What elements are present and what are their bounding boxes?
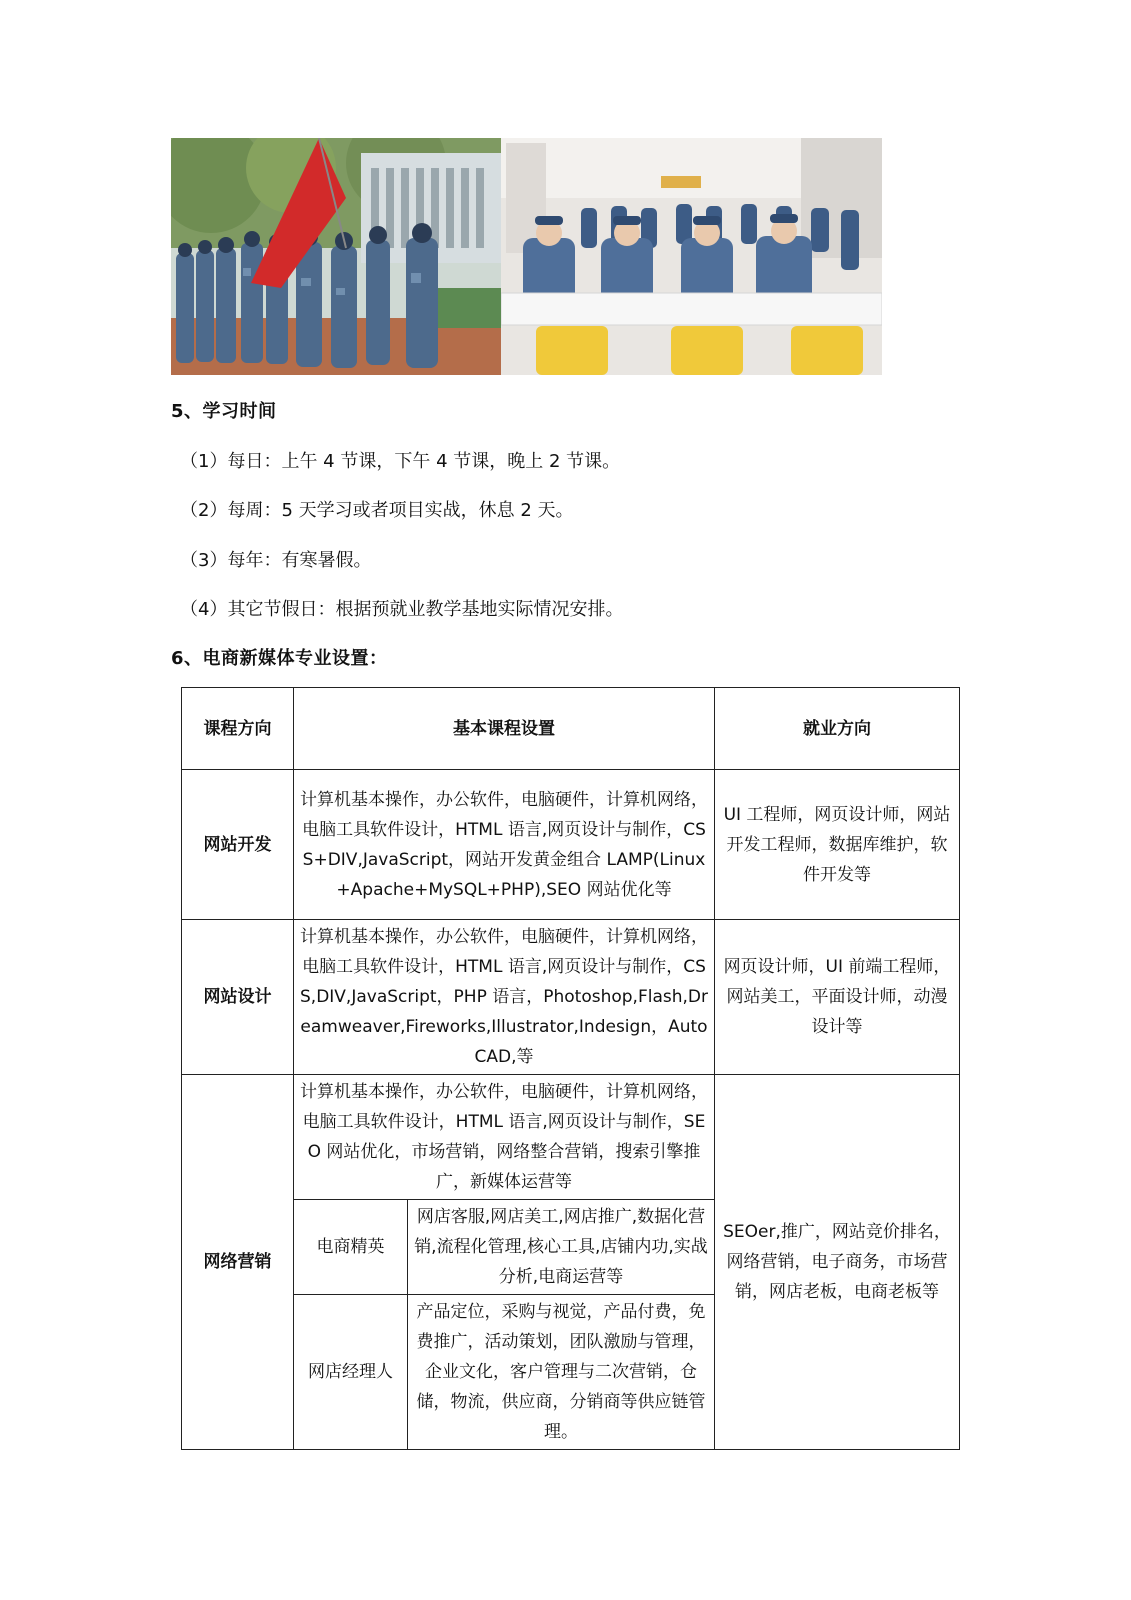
row-jobs: SEOer,推广，网站竞价排名，网络营销，电子商务，市场营销，网店老板，电商老板等	[715, 1075, 960, 1450]
section-6-title: 6、电商新媒体专业设置：	[171, 648, 388, 669]
row-direction: 网站开发	[182, 770, 294, 920]
row-direction: 网络营销	[182, 1075, 294, 1450]
table-header-row	[182, 688, 960, 770]
row-courses: 计算机基本操作，办公软件，电脑硬件，计算机网络，电脑工具软件设计，HTML 语言,网页设计与制作，SEO 网站优化，市场营销，网络整合营销，搜索引擎推广，新媒体运营等	[294, 1075, 715, 1200]
subdirection-name: 网店经理人	[294, 1295, 408, 1450]
subdirection-name: 电商精英	[294, 1200, 408, 1295]
section-5-title: 5、学习时间	[171, 401, 277, 422]
row-courses: 计算机基本操作，办公软件，电脑硬件，计算机网络，电脑工具软件设计，HTML 语言,网页设计与制作，CSS+DIV,JavaScript，网站开发黄金组合 LAMP(Linux+Apache+MySQL+PHP),SEO 网站优化等	[294, 770, 715, 920]
row-jobs: 网页设计师，UI 前端工程师，网站美工，平面设计师，动漫设计等	[715, 920, 960, 1075]
table-row	[182, 920, 960, 1075]
header-courses: 基本课程设置	[294, 688, 715, 770]
row-jobs: UI 工程师，网页设计师，网站开发工程师，数据库维护，软件开发等	[715, 770, 960, 920]
header-jobs: 就业方向	[715, 688, 960, 770]
schedule-holidays: （4）其它节假日：根据预就业教学基地实际情况安排。	[180, 599, 624, 620]
table-row	[182, 1075, 960, 1200]
schedule-weekly: （2）每周：5 天学习或者项目实战，休息 2 天。	[180, 500, 574, 521]
subdirection-courses: 网店客服,网店美工,网店推广,数据化营销,流程化管理,核心工具,店铺内功,实战分析,电商运营等	[408, 1200, 715, 1295]
subdirection-courses: 产品定位，采购与视觉，产品付费，免费推广，活动策划，团队激励与管理，企业文化，客户管理与二次营销，仓储，物流，供应商，分销商等供应链管理。	[408, 1295, 715, 1450]
schedule-daily: （1）每日：上午 4 节课，下午 4 节课，晚上 2 节课。	[180, 451, 621, 472]
photo-strip	[171, 138, 882, 375]
major-course-table	[181, 687, 960, 1450]
military-parade-photo	[171, 138, 501, 375]
classroom-students-photo	[501, 138, 882, 375]
schedule-yearly: （3）每年：有寒暑假。	[180, 550, 372, 571]
header-direction: 课程方向	[182, 688, 294, 770]
row-courses: 计算机基本操作，办公软件，电脑硬件，计算机网络，电脑工具软件设计，HTML 语言,网页设计与制作，CSS,DIV,JavaScript，PHP 语言，Photoshop,Flash,Dreamweaver,Fireworks,Illustrator,Indesign，AutoCAD,等	[294, 920, 715, 1075]
table-row	[182, 770, 960, 920]
row-direction: 网站设计	[182, 920, 294, 1075]
